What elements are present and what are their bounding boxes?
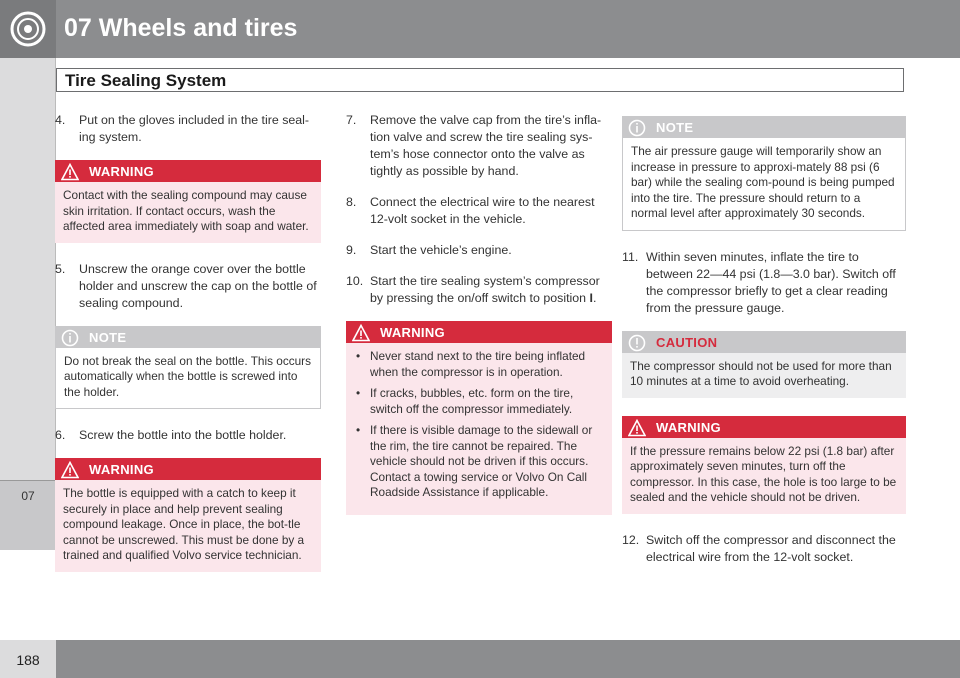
- info-circle-icon: [61, 329, 79, 347]
- step-5: [55, 261, 321, 312]
- caution-header: [622, 331, 906, 353]
- step-number: 11.: [622, 249, 639, 264]
- step-number: 7.: [346, 113, 357, 127]
- step-10: [346, 273, 612, 307]
- step-number: 12.: [622, 532, 640, 547]
- step-text: Put on the gloves included in the tire seal-ing system.: [79, 113, 310, 144]
- warning-bullet-list: [354, 349, 604, 501]
- warning-header: [622, 416, 906, 438]
- warning-text: The bottle is equipped with a catch to keep it securely in place and help prevent sealing compound leakage. Once in place, the bot-tle cannot be unscrewed. This must be done by a trained and qualified Volvo service technician.: [55, 480, 321, 572]
- warning-box: [55, 160, 321, 243]
- bullet-text: If cracks, bubbles, etc. form on the tire, switch off the compressor immediately.: [370, 386, 574, 416]
- exclamation-circle-icon: [628, 334, 646, 352]
- warning-triangle-icon: [628, 419, 646, 437]
- note-header: [55, 326, 321, 348]
- step-end: .: [592, 291, 597, 305]
- warning-box: [55, 458, 321, 572]
- warning-text: Contact with the sealing compound may cause skin irritation. If contact occurs, wash the affected area immediately with soap and water.: [55, 182, 321, 243]
- step-text: Within seven minutes, inflate the tire to between 22—44 psi (1.8—3.0 bar). Switch off the compressor briefly to get a clear reading from the pressure gauge.: [646, 249, 896, 315]
- step-number: 8.: [346, 195, 357, 209]
- note-header: [622, 116, 906, 138]
- chapter-side-tab-label: 07: [21, 489, 35, 503]
- warning-triangle-icon: [61, 461, 79, 479]
- info-circle-icon: [628, 119, 646, 137]
- switch-position: I: [589, 291, 593, 305]
- step-8: [346, 194, 612, 228]
- section-title: Tire Sealing System: [65, 71, 227, 90]
- warning-header: [346, 321, 612, 343]
- note-title: NOTE: [656, 120, 694, 135]
- column-1: [55, 112, 321, 590]
- bullet-item: • If there is visible damage to the sidewall or the rim, the tire cannot be repaired. The vehicle should not be driven if this occurs. Contact a towing service or Volvo On Call Roadside Assistance if applicable.: [356, 423, 593, 499]
- chapter-title: 07 Wheels and tires: [64, 14, 298, 42]
- side-strip-bottom: [0, 550, 56, 640]
- step-text: Start the vehicle’s engine.: [370, 243, 512, 257]
- step-4: [55, 112, 321, 146]
- side-strip: [0, 58, 56, 550]
- warning-body: [346, 343, 612, 515]
- step-7: [346, 112, 612, 180]
- warning-header: [55, 160, 321, 182]
- warning-text: If the pressure remains below 22 psi (1.8 bar) after approximately seven minutes, turn off the compressor. In this case, the hole is too large to be sealed and the vehicle should not be driven.: [622, 438, 906, 514]
- note-box: [55, 326, 321, 410]
- step-number: 6.: [55, 428, 66, 442]
- page-number: 188: [16, 652, 40, 668]
- warning-triangle-icon: [61, 163, 79, 181]
- step-number: 5.: [55, 261, 66, 276]
- warning-title: WARNING: [656, 419, 721, 435]
- step-12: [622, 532, 906, 566]
- step-9: [346, 242, 612, 259]
- caution-title: CAUTION: [656, 334, 718, 350]
- section-title-bar: [56, 68, 904, 92]
- bullet-text: Never stand next to the tire being inflated when the compressor is in operation.: [370, 349, 586, 379]
- wheel-icon: [0, 0, 56, 58]
- warning-box: [622, 416, 906, 514]
- step-text: Connect the electrical wire to the nearest 12-volt socket in the vehicle.: [370, 195, 595, 226]
- step-text: Switch off the compressor and disconnect the electrical wire from the 12-volt socket.: [646, 532, 896, 564]
- step-number: 10.: [346, 274, 364, 288]
- step-6: [55, 427, 321, 444]
- bullet-item: • Never stand next to the tire being inflated when the compressor is in operation.: [356, 349, 586, 379]
- warning-box: [346, 321, 612, 515]
- caution-text: The compressor should not be used for more than 10 minutes at a time to avoid overheating.: [622, 353, 906, 398]
- chapter-side-tab: [0, 480, 56, 550]
- warning-header: [55, 458, 321, 480]
- note-box: [622, 116, 906, 231]
- note-title: NOTE: [89, 329, 127, 345]
- caution-box: [622, 331, 906, 398]
- bullet-text: If there is visible damage to the sidewall or the rim, the tire cannot be repaired. The vehicle should not be driven if this occurs. Contact a towing service or Volvo On Call Roadside Assistance if applicable.: [370, 423, 593, 499]
- step-text: Unscrew the orange cover over the bottle holder and unscrew the cap on the bottle of sealing compound.: [79, 261, 317, 310]
- note-text: The air pressure gauge will temporarily show an increase in pressure to approxi-mately 88 psi (6 bar) while the sealing com-pound is being pumped into the tire. The pressure should return to a normal level after approximately 30 seconds.: [622, 138, 906, 231]
- step-number: 9.: [346, 243, 357, 257]
- column-3: [622, 112, 906, 580]
- note-text: Do not break the seal on the bottle. This occurs automatically when the bottle is screwed into the holder.: [55, 348, 321, 410]
- step-text: Start the tire sealing system’s compressor by pressing the on/off switch to position: [370, 274, 600, 305]
- warning-title: WARNING: [380, 325, 445, 340]
- page-number-box: [0, 640, 56, 678]
- step-text: Remove the valve cap from the tire’s infla-tion valve and screw the tire sealing sys-tem’s hose connector onto the valve as tightly as possible by hand.: [370, 113, 602, 178]
- warning-title: WARNING: [89, 164, 154, 179]
- step-text: Screw the bottle into the bottle holder.: [79, 428, 287, 442]
- column-2: [346, 112, 612, 533]
- step-number: 4.: [55, 113, 66, 127]
- bullet-item: • If cracks, bubbles, etc. form on the tire, switch off the compressor immediately.: [356, 386, 574, 416]
- warning-triangle-icon: [352, 324, 370, 342]
- warning-title: WARNING: [89, 462, 154, 477]
- step-11: [622, 249, 906, 317]
- chapter-header: [0, 0, 960, 58]
- page-footer: [0, 640, 960, 678]
